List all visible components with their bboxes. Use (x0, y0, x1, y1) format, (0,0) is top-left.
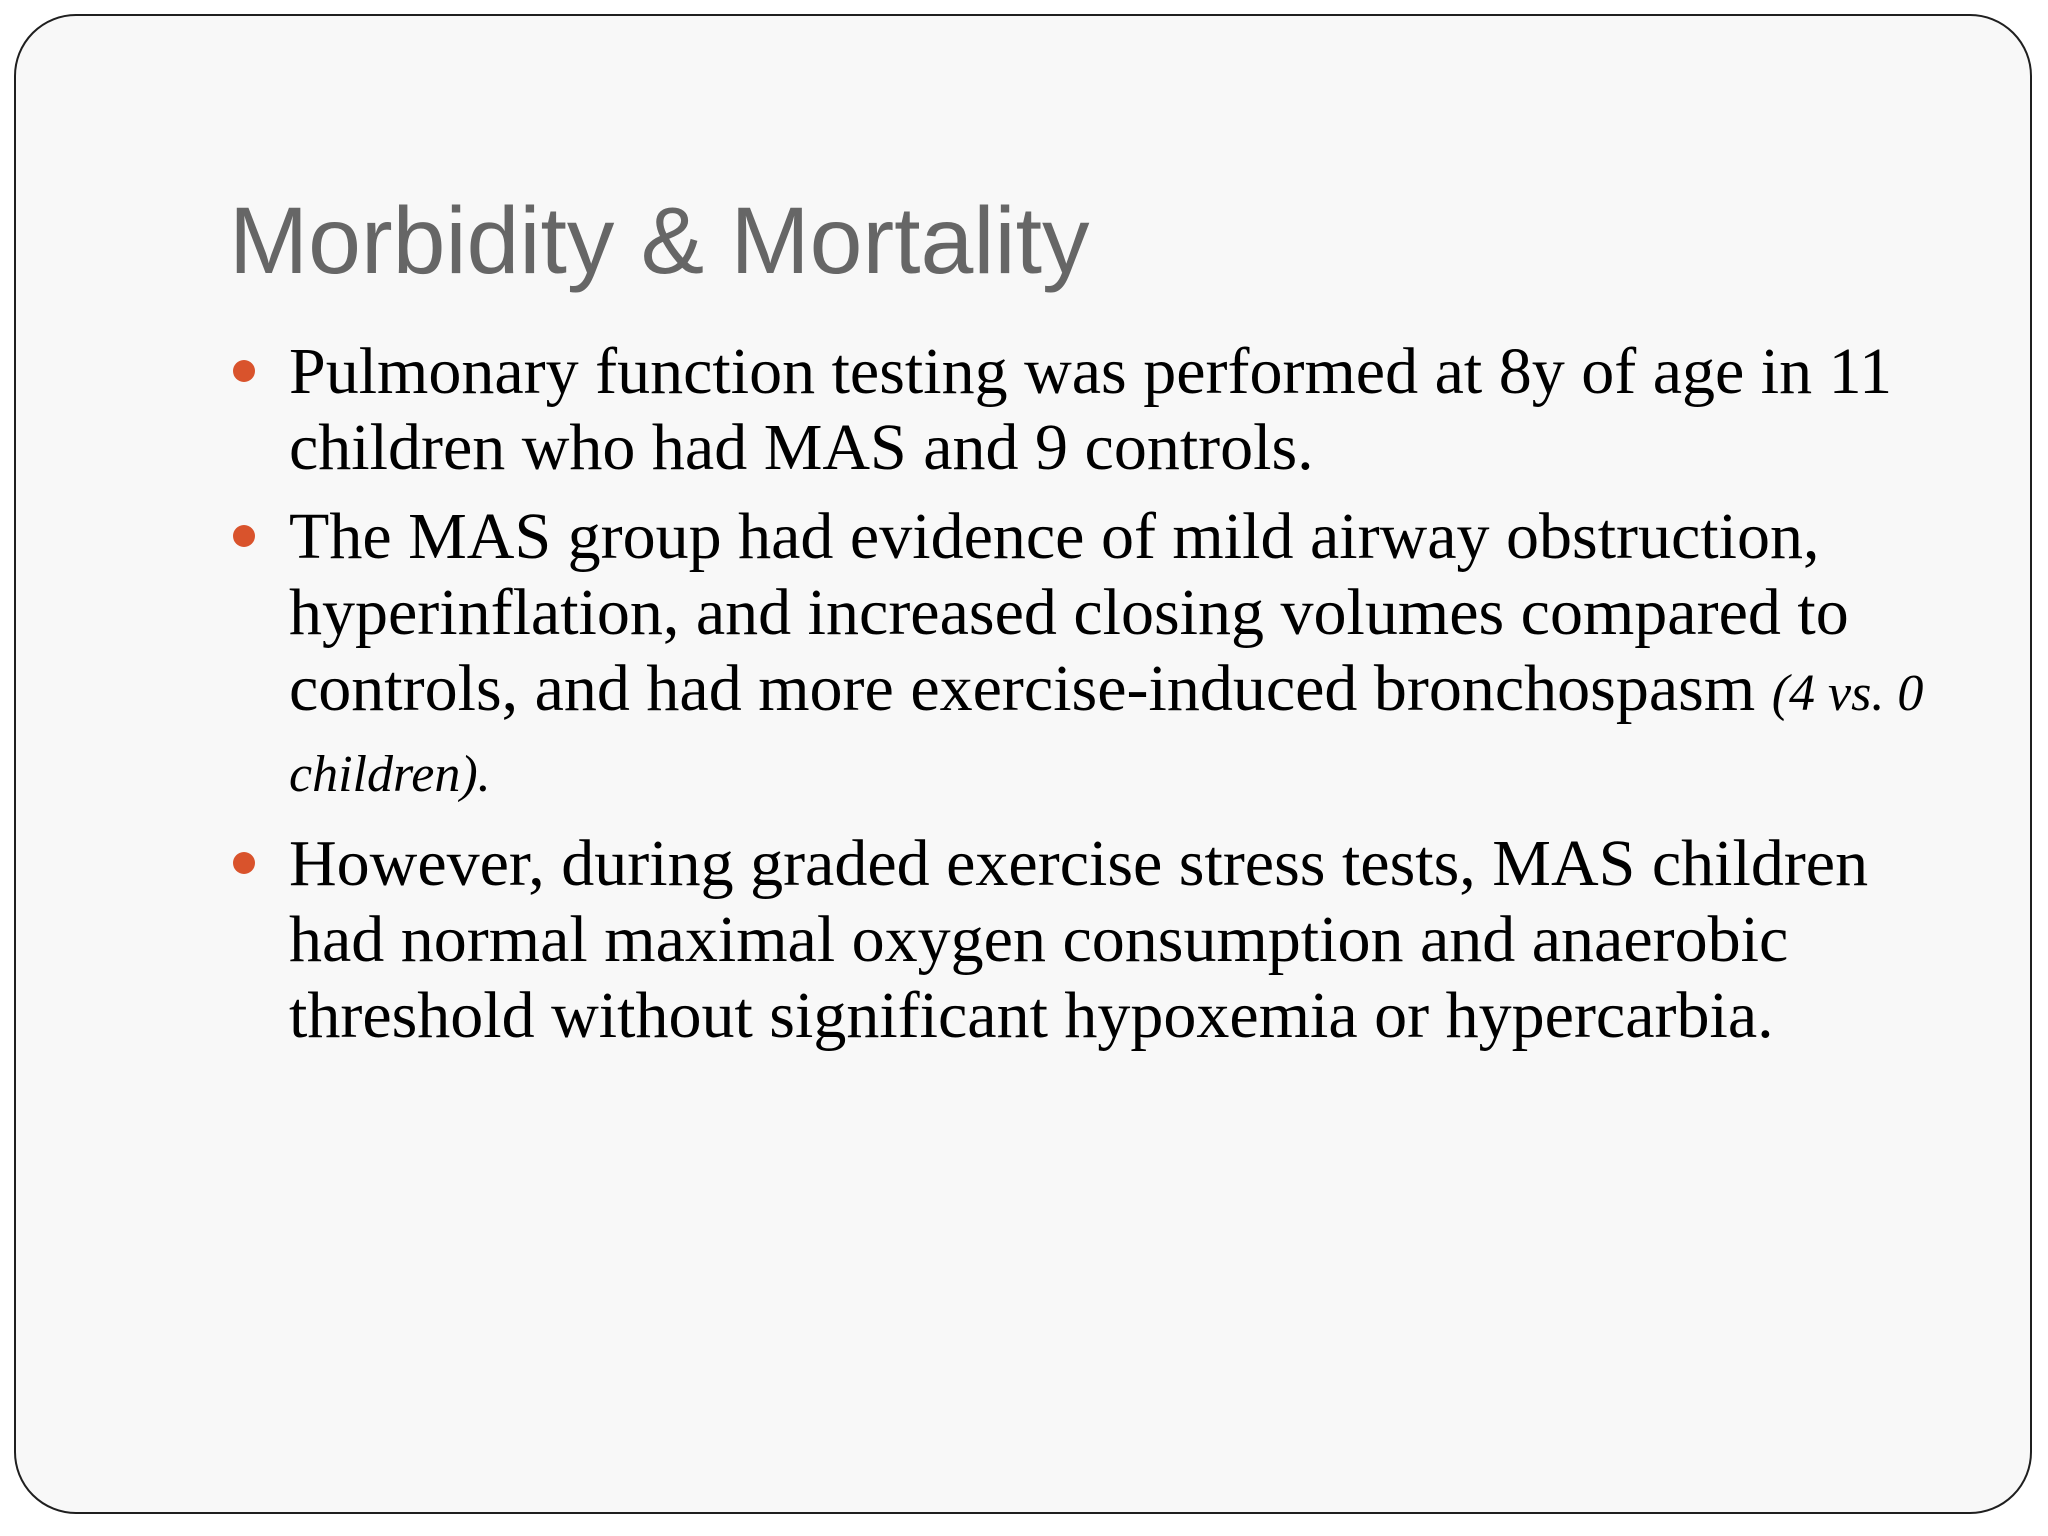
bullet-aside-note: (4 vs. 0 children). (289, 665, 1924, 803)
bullet-dot-icon (233, 525, 255, 547)
bullet-item (229, 826, 1949, 1054)
bullet-text: The MAS group had evidence of mild airway obstruction, hyperinflation, and increased closing volumes compared to controls, and had more exercise-induced bronchospasm (289, 500, 1849, 725)
bullet-dot-icon (233, 360, 255, 382)
bullet-list (229, 334, 1949, 1067)
bullet-text: Pulmonary function testing was performed at 8y of age in 11 children who had MAS and 9 controls. (289, 335, 1893, 484)
bullet-item (229, 334, 1949, 486)
slide-title: Morbidity & Mortality (229, 188, 1090, 294)
bullet-dot-icon (233, 852, 255, 874)
slide-frame (14, 14, 2032, 1514)
bullet-text: However, during graded exercise stress tests, MAS children had normal maximal oxygen consumption and anaerobic threshold without significant hypoxemia or hypercarbia. (289, 827, 1869, 1052)
bullet-item (229, 499, 1949, 813)
